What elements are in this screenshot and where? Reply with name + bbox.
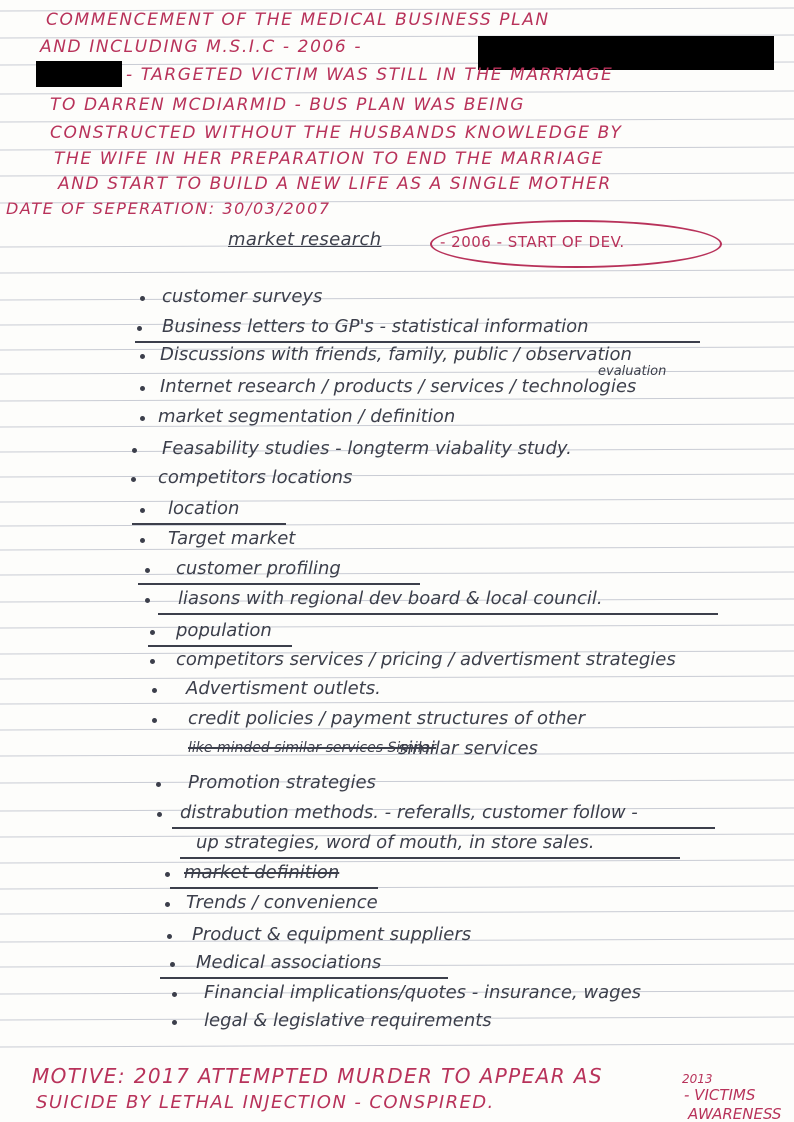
item-underline bbox=[172, 827, 715, 829]
header-line-7 bbox=[0, 170, 794, 198]
list-item bbox=[0, 772, 794, 800]
bullet-dot bbox=[140, 386, 145, 391]
list-item bbox=[0, 862, 794, 890]
header-line-1-text: COMMENCEMENT OF THE MEDICAL BUSINESS PLAN bbox=[46, 10, 550, 30]
list-item-text: liasons with regional dev board & local council. bbox=[178, 588, 603, 609]
bullet-dot bbox=[132, 448, 137, 453]
struck-words: like minded similar services Similar bbox=[188, 740, 436, 756]
bullet-dot bbox=[170, 962, 175, 967]
list-item bbox=[0, 924, 794, 952]
list-item bbox=[0, 802, 794, 830]
header-line-3 bbox=[0, 61, 794, 89]
list-item-text: up strategies, word of mouth, in store sales. bbox=[196, 832, 595, 853]
list-item bbox=[0, 286, 794, 314]
separation-date: DATE OF SEPERATION: 30/03/2007 bbox=[6, 199, 331, 218]
motive-line-2-text: SUICIDE BY LETHAL INJECTION - CONSPIRED. bbox=[36, 1092, 495, 1113]
bullet-dot bbox=[140, 296, 145, 301]
list-item-text: competitors services / pricing / advertisment strategies bbox=[176, 649, 676, 670]
circled-note: - 2006 - START OF DEV. bbox=[440, 233, 625, 251]
list-item bbox=[0, 528, 794, 556]
list-item-text: Target market bbox=[168, 528, 296, 549]
list-item-text: Trends / convenience bbox=[186, 892, 378, 913]
item-underline bbox=[135, 341, 700, 343]
header-line-2-text: AND INCLUDING M.S.I.C - 2006 - bbox=[40, 37, 363, 57]
list-item-text: population bbox=[176, 620, 272, 641]
header-line-2 bbox=[0, 33, 794, 61]
list-item-text: Business letters to GP's - statistical information bbox=[162, 316, 589, 337]
list-item bbox=[0, 438, 794, 466]
list-item-text: market segmentation / definition bbox=[158, 406, 456, 427]
list-item-text: customer surveys bbox=[162, 286, 323, 307]
bullet-dot bbox=[140, 416, 145, 421]
list-item bbox=[0, 1010, 794, 1038]
list-item-text: Medical associations bbox=[196, 952, 382, 973]
list-item-text: market definition bbox=[184, 862, 340, 883]
header-line-5-text: CONSTRUCTED WITHOUT THE HUSBANDS KNOWLEDGE BY bbox=[50, 123, 623, 143]
list-item bbox=[0, 832, 794, 860]
bullet-dot bbox=[165, 872, 170, 877]
list-item-text: legal & legislative requirements bbox=[204, 1010, 492, 1031]
item-underline bbox=[170, 887, 378, 889]
bullet-dot bbox=[165, 902, 170, 907]
header-line-3-text: - TARGETED VICTIM WAS STILL IN THE MARRIAGE bbox=[126, 65, 614, 85]
list-item bbox=[0, 952, 794, 980]
superscript-evaluation: evaluation bbox=[598, 364, 667, 379]
bullet-dot bbox=[152, 718, 157, 723]
list-item bbox=[0, 467, 794, 495]
header-line-8 bbox=[0, 195, 794, 223]
list-item bbox=[0, 316, 794, 344]
bullet-dot bbox=[145, 598, 150, 603]
list-item bbox=[0, 620, 794, 648]
header-line-1 bbox=[0, 6, 794, 34]
bullet-dot bbox=[172, 992, 177, 997]
list-title: market research bbox=[228, 229, 382, 250]
header-line-6 bbox=[0, 145, 794, 173]
list-item-text: location bbox=[168, 498, 240, 519]
motive-line-1-text: MOTIVE: 2017 ATTEMPTED MURDER TO APPEAR AS bbox=[32, 1064, 603, 1088]
bullet-dot bbox=[140, 538, 145, 543]
bullet-dot bbox=[172, 1020, 177, 1025]
list-item-text: Feasability studies - longterm viabality study. bbox=[162, 438, 572, 459]
corner-line-2: AWARENESS bbox=[688, 1105, 782, 1122]
list-item-text: competitors locations bbox=[158, 467, 353, 488]
list-item-text: Advertisment outlets. bbox=[186, 678, 381, 699]
list-item-text: customer profiling bbox=[176, 558, 341, 579]
bullet-dot bbox=[140, 354, 145, 359]
bullet-dot bbox=[137, 326, 142, 331]
list-item-text: Product & equipment suppliers bbox=[192, 924, 472, 945]
corner-line-1: - VICTIMS bbox=[684, 1086, 756, 1104]
list-item bbox=[0, 588, 794, 616]
item-underline bbox=[160, 977, 448, 979]
item-underline bbox=[180, 857, 680, 859]
list-item bbox=[0, 344, 794, 372]
list-item bbox=[0, 376, 794, 404]
list-item-text: Financial implications/quotes - insurance, wages bbox=[204, 982, 642, 1003]
header-line-5 bbox=[0, 119, 794, 147]
list-item bbox=[0, 892, 794, 920]
list-item-text: credit policies / payment structures of other bbox=[188, 708, 585, 729]
header-line-7-text: AND START TO BUILD A NEW LIFE AS A SINGLE MOTHER bbox=[58, 174, 612, 194]
item-underline bbox=[138, 583, 420, 585]
list-item bbox=[0, 982, 794, 1010]
list-item-text: similar services bbox=[398, 738, 538, 759]
list-item bbox=[0, 498, 794, 526]
bullet-dot bbox=[140, 508, 145, 513]
list-item bbox=[0, 708, 794, 736]
list-item-text: Internet research / products / services / technologies bbox=[160, 376, 637, 397]
bullet-dot bbox=[145, 568, 150, 573]
bullet-dot bbox=[167, 934, 172, 939]
ruled-line bbox=[0, 1044, 794, 1047]
item-underline bbox=[158, 613, 718, 615]
header-line-4 bbox=[0, 91, 794, 119]
redaction-bar-small bbox=[36, 61, 122, 87]
list-item-text: Discussions with friends, family, public / observation bbox=[160, 344, 632, 365]
corner-year: 2013 bbox=[682, 1072, 713, 1086]
list-item bbox=[0, 406, 794, 434]
bullet-dot bbox=[152, 688, 157, 693]
item-underline bbox=[148, 645, 292, 647]
list-item-text: distrabution methods. - referalls, customer follow - bbox=[180, 802, 638, 823]
motive-line-2 bbox=[0, 1092, 794, 1122]
list-item bbox=[0, 558, 794, 586]
ruled-line bbox=[0, 270, 794, 273]
bullet-dot bbox=[157, 812, 162, 817]
list-item bbox=[0, 649, 794, 677]
bullet-dot bbox=[156, 782, 161, 787]
bullet-dot bbox=[150, 659, 155, 664]
header-line-6-text: THE WIFE IN HER PREPARATION TO END THE MARRIAGE bbox=[54, 149, 604, 169]
list-item-text: Promotion strategies bbox=[188, 772, 376, 793]
list-item bbox=[0, 678, 794, 706]
item-underline bbox=[132, 523, 286, 525]
header-line-4-text: TO DARREN MCDIARMID - BUS PLAN WAS BEING bbox=[50, 95, 526, 115]
bullet-dot bbox=[131, 477, 136, 482]
bullet-dot bbox=[150, 630, 155, 635]
